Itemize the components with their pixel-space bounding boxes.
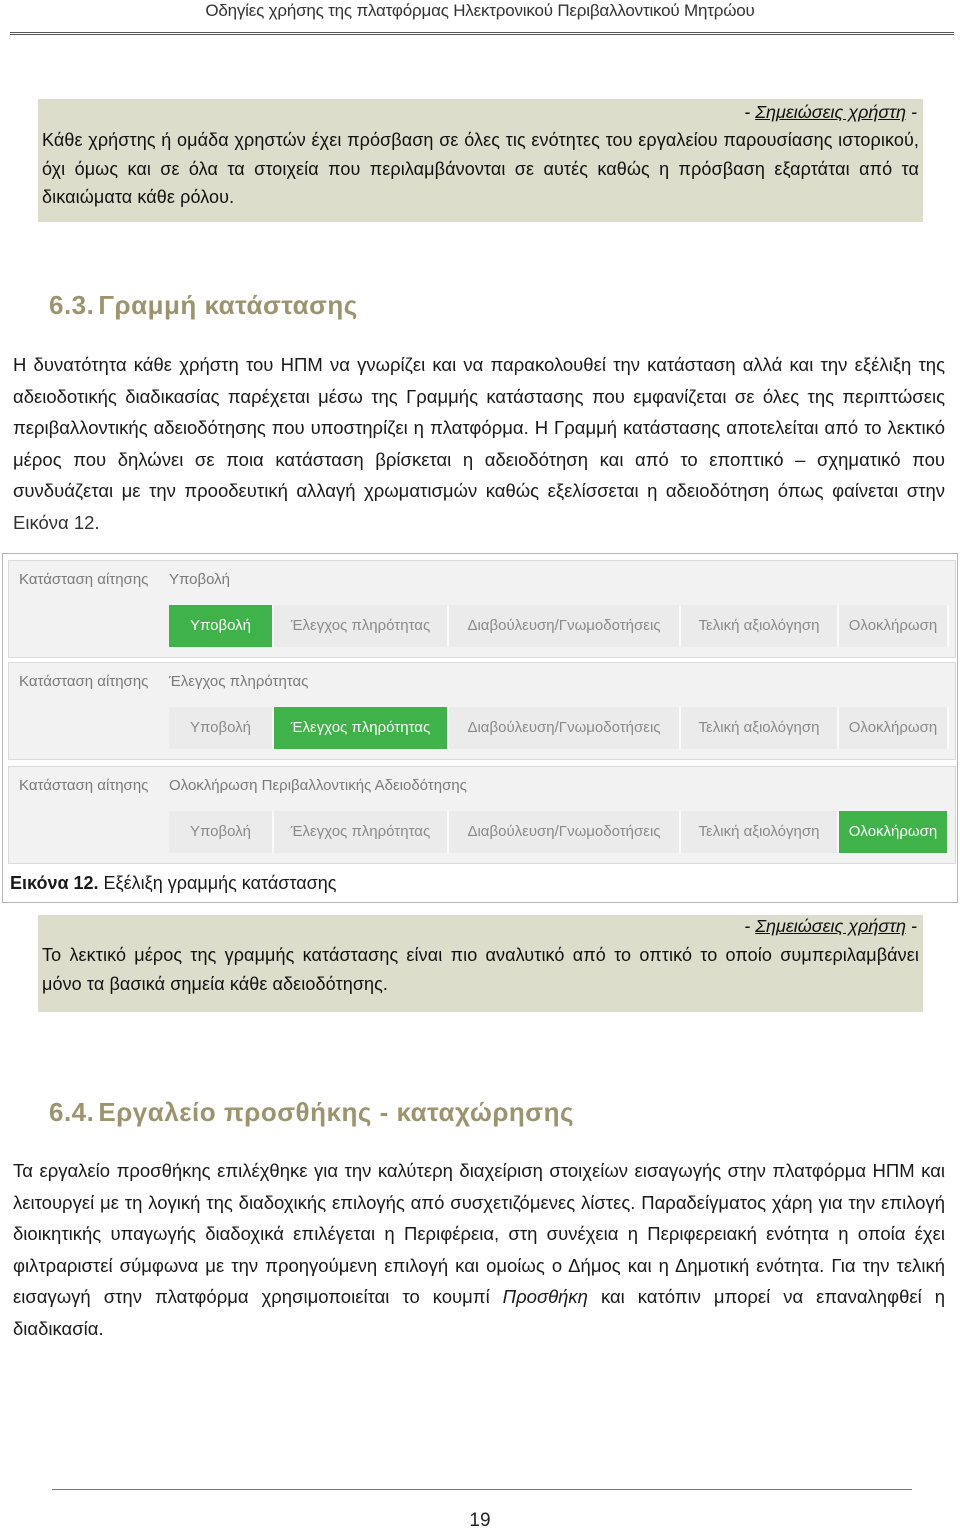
user-note-box <box>38 915 923 1012</box>
status-step-active: Ολοκλήρωση <box>839 811 949 853</box>
user-note-label: - Σημειώσεις χρήστη - <box>744 916 917 936</box>
status-step: Ολοκλήρωση <box>839 605 949 647</box>
status-step: Υποβολή <box>169 707 274 749</box>
figure-reference[interactable]: Εικόνα 12. <box>13 511 100 533</box>
figure-caption: Εικόνα 12. Εξέλιξη γραμμής κατάστασης <box>10 873 337 893</box>
page-number: 19 <box>469 1510 491 1531</box>
status-value: Ολοκλήρωση Περιβαλλοντικής Αδειοδότησης <box>169 777 467 794</box>
status-step: Ολοκλήρωση <box>839 707 949 749</box>
footer-rule <box>52 1489 912 1490</box>
section-paragraph: Τα εργαλείο προσθήκης επιλέχθηκε για την καλύτερη διαχείριση στοιχείων εισαγωγής στην πλατφόρμα ΗΠΜ και λειτουργεί με τη λογική της διαδοχικής επιλογής από συσχετιζόμενες λίστες. Παραδείγματος χάρη για την επιλογή διοικητικής υπαγωγής διαδοχικά επιλέγεται η Περιφέρεια, στη συνέχεια η Περιφερειακή ενότητα η οποία έχει φιλτραριστεί σύμφωνα με την προηγούμενη επιλογή και ομοίως ο Δήμος και η Δημοτική ενότητα. Για την τελική εισαγωγή στην πλατφόρμα χρησιμοποιείται το κουμπί Προσθήκη και κατόπιν μπορεί να επαναληφθεί η διαδικασία. <box>13 1160 946 1339</box>
status-label: Κατάσταση αίτησης <box>19 571 149 588</box>
status-bar-panel <box>8 560 956 658</box>
status-step: Διαβούλευση/Γνωμοδοτήσεις <box>449 811 681 853</box>
user-note-text: Το λεκτικό μέρος της γραμμής κατάστασης είναι πιο αναλυτικό από το οπτικό το οποίο συμπεριλαμβάνει μόνο τα βασικά σημεία κάθε αδειοδότησης. <box>42 945 919 994</box>
status-text-row <box>19 571 230 588</box>
status-step: Τελική αξιολόγηση <box>681 605 839 647</box>
section-paragraph: Η δυνατότητα κάθε χρήστη του ΗΠΜ να γνωρίζει και να παρακολουθεί την κατάσταση αλλά και την εξέλιξη της αδειοδοτικής διαδικασίας παρέχεται μέσω της Γραμμής κατάστασης που εμφανίζεται σε όλες της περιπτώσεις περιβαλλοντικής αδειοδότησης που υποστηρίζει η πλατφόρμα. Η Γραμμή κατάστασης αποτελείται από το λεκτικό μέρος που δηλώνει σε ποια κατάσταση βρίσκεται η αδειοδότηση και από το εποπτικό – σχηματικό που συνδυάζεται με την προοδευτική αλλαγή χρωματισμών καθώς εξελίσσεται η αδειοδότηση όπως φαίνεται στην Εικόνα 12. <box>13 354 945 533</box>
status-step: Τελική αξιολόγηση <box>681 811 839 853</box>
status-label: Κατάσταση αίτησης <box>19 673 149 690</box>
user-note-label: - Σημειώσεις χρήστη - <box>744 102 917 122</box>
running-header: Οδηγίες χρήσης της πλατφόρμας Ηλεκτρονικού Περιβαλλοντικού Μητρώου <box>205 1 755 20</box>
status-steps <box>169 707 949 749</box>
status-value: Υποβολή <box>169 571 231 588</box>
status-step: Διαβούλευση/Γνωμοδοτήσεις <box>449 605 681 647</box>
status-step: Υποβολή <box>169 811 274 853</box>
status-bar-panel <box>8 766 956 864</box>
status-step: Έλεγχος πληρότητας <box>274 811 449 853</box>
status-step: Έλεγχος πληρότητας <box>274 605 449 647</box>
button-name-reference: Προσθήκη <box>502 1286 588 1308</box>
status-step-active: Έλεγχος πληρότητας <box>274 707 449 749</box>
header-rule <box>10 32 954 35</box>
section-heading: 6.4. Εργαλείο προσθήκης - καταχώρησης <box>49 1097 574 1127</box>
status-steps <box>169 811 949 853</box>
status-text-row <box>19 673 308 690</box>
status-bar-panel <box>8 662 956 760</box>
section-heading: 6.3. Γραμμή κατάστασης <box>49 290 358 320</box>
status-label: Κατάσταση αίτησης <box>19 777 149 794</box>
status-step-active: Υποβολή <box>169 605 274 647</box>
user-note-text: Κάθε χρήστης ή ομάδα χρηστών έχει πρόσβαση σε όλες τις ενότητες του εργαλείου παρουσίασης ιστορικού, όχι όμως και σε όλα τα στοιχεία που περιλαμβάνονται σε αυτές καθώς η πρόσβαση εξαρτάται από τα δικαιώματα κάθε ρόλου. <box>42 130 919 207</box>
user-note-box <box>38 99 923 222</box>
status-value: Έλεγχος πληρότητας <box>169 673 309 690</box>
status-steps <box>169 605 949 647</box>
status-step: Διαβούλευση/Γνωμοδοτήσεις <box>449 707 681 749</box>
status-text-row <box>19 777 467 794</box>
status-step: Τελική αξιολόγηση <box>681 707 839 749</box>
